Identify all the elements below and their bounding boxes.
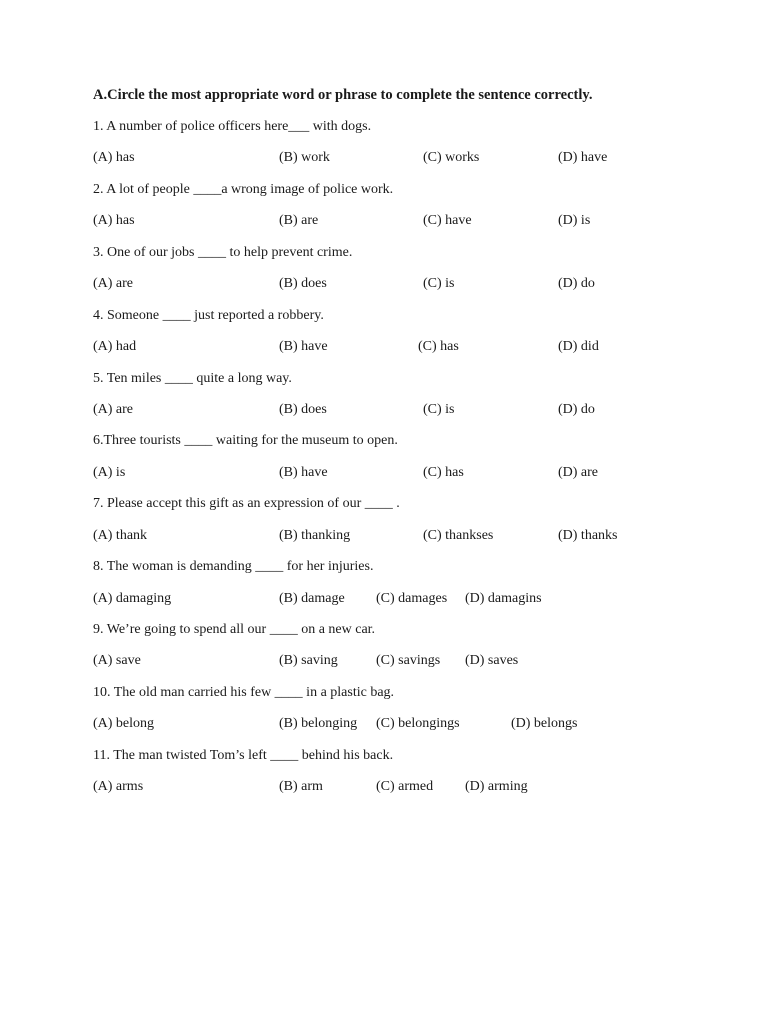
question-4: 4. Someone ____ just reported a robbery.	[93, 308, 324, 323]
question-11: 11. The man twisted Tom’s left ____ behind his back.	[93, 748, 394, 763]
q3-option-b[interactable]: (B) does	[279, 276, 327, 291]
q8-option-c[interactable]: (C) damages	[376, 591, 448, 606]
q10-option-d[interactable]: (D) belongs	[511, 716, 578, 731]
q8-option-b[interactable]: (B) damage	[279, 591, 345, 606]
q11-option-a[interactable]: (A) arms	[93, 779, 144, 794]
q9-option-a[interactable]: (A) save	[93, 653, 141, 668]
q5-option-b[interactable]: (B) does	[279, 402, 327, 417]
q4-option-c[interactable]: (C) has	[418, 339, 459, 354]
q4-option-b[interactable]: (B) have	[279, 339, 328, 354]
q7-option-d[interactable]: (D) thanks	[558, 528, 618, 543]
q1-option-a[interactable]: (A) has	[93, 150, 135, 165]
q2-option-b[interactable]: (B) are	[279, 213, 319, 228]
question-1: 1. A number of police officers here___ with dogs.	[93, 119, 372, 134]
q10-option-a[interactable]: (A) belong	[93, 716, 155, 731]
q4-option-d[interactable]: (D) did	[558, 339, 599, 354]
question-7: 7. Please accept this gift as an expression of our ____ .	[93, 496, 400, 511]
question-6: 6.Three tourists ____ waiting for the museum to open.	[93, 433, 398, 448]
q7-option-b[interactable]: (B) thanking	[279, 528, 351, 543]
q6-option-a[interactable]: (A) is	[93, 465, 126, 480]
q2-option-d[interactable]: (D) is	[558, 213, 591, 228]
q7-option-c[interactable]: (C) thankses	[423, 528, 494, 543]
q2-option-c[interactable]: (C) have	[423, 213, 472, 228]
q6-option-d[interactable]: (D) are	[558, 465, 599, 480]
q9-option-d[interactable]: (D) saves	[465, 653, 519, 668]
q10-option-b[interactable]: (B) belonging	[279, 716, 358, 731]
q9-option-c[interactable]: (C) savings	[376, 653, 441, 668]
q6-option-c[interactable]: (C) has	[423, 465, 464, 480]
question-10: 10. The old man carried his few ____ in a plastic bag.	[93, 685, 395, 700]
question-3: 3. One of our jobs ____ to help prevent crime.	[93, 245, 353, 260]
q5-option-a[interactable]: (A) are	[93, 402, 134, 417]
q11-option-d[interactable]: (D) arming	[465, 779, 528, 794]
q3-option-a[interactable]: (A) are	[93, 276, 134, 291]
question-2: 2. A lot of people ____a wrong image of police work.	[93, 182, 394, 197]
q9-option-b[interactable]: (B) saving	[279, 653, 338, 668]
q8-option-a[interactable]: (A) damaging	[93, 591, 172, 606]
question-9: 9. We’re going to spend all our ____ on a new car.	[93, 622, 376, 637]
q11-option-b[interactable]: (B) arm	[279, 779, 323, 794]
q1-option-b[interactable]: (B) work	[279, 150, 330, 165]
section-heading: A.Circle the most appropriate word or phrase to complete the sentence correctly.	[93, 87, 593, 103]
q3-option-c[interactable]: (C) is	[423, 276, 455, 291]
q8-option-d[interactable]: (D) damagins	[465, 591, 542, 606]
question-5: 5. Ten miles ____ quite a long way.	[93, 371, 292, 386]
q5-option-c[interactable]: (C) is	[423, 402, 455, 417]
q2-option-a[interactable]: (A) has	[93, 213, 135, 228]
q7-option-a[interactable]: (A) thank	[93, 528, 148, 543]
question-8: 8. The woman is demanding ____ for her injuries.	[93, 559, 374, 574]
q6-option-b[interactable]: (B) have	[279, 465, 328, 480]
q3-option-d[interactable]: (D) do	[558, 276, 595, 291]
q10-option-c[interactable]: (C) belongings	[376, 716, 460, 731]
q1-option-d[interactable]: (D) have	[558, 150, 608, 165]
q1-option-c[interactable]: (C) works	[423, 150, 480, 165]
q5-option-d[interactable]: (D) do	[558, 402, 595, 417]
q11-option-c[interactable]: (C) armed	[376, 779, 434, 794]
q4-option-a[interactable]: (A) had	[93, 339, 137, 354]
